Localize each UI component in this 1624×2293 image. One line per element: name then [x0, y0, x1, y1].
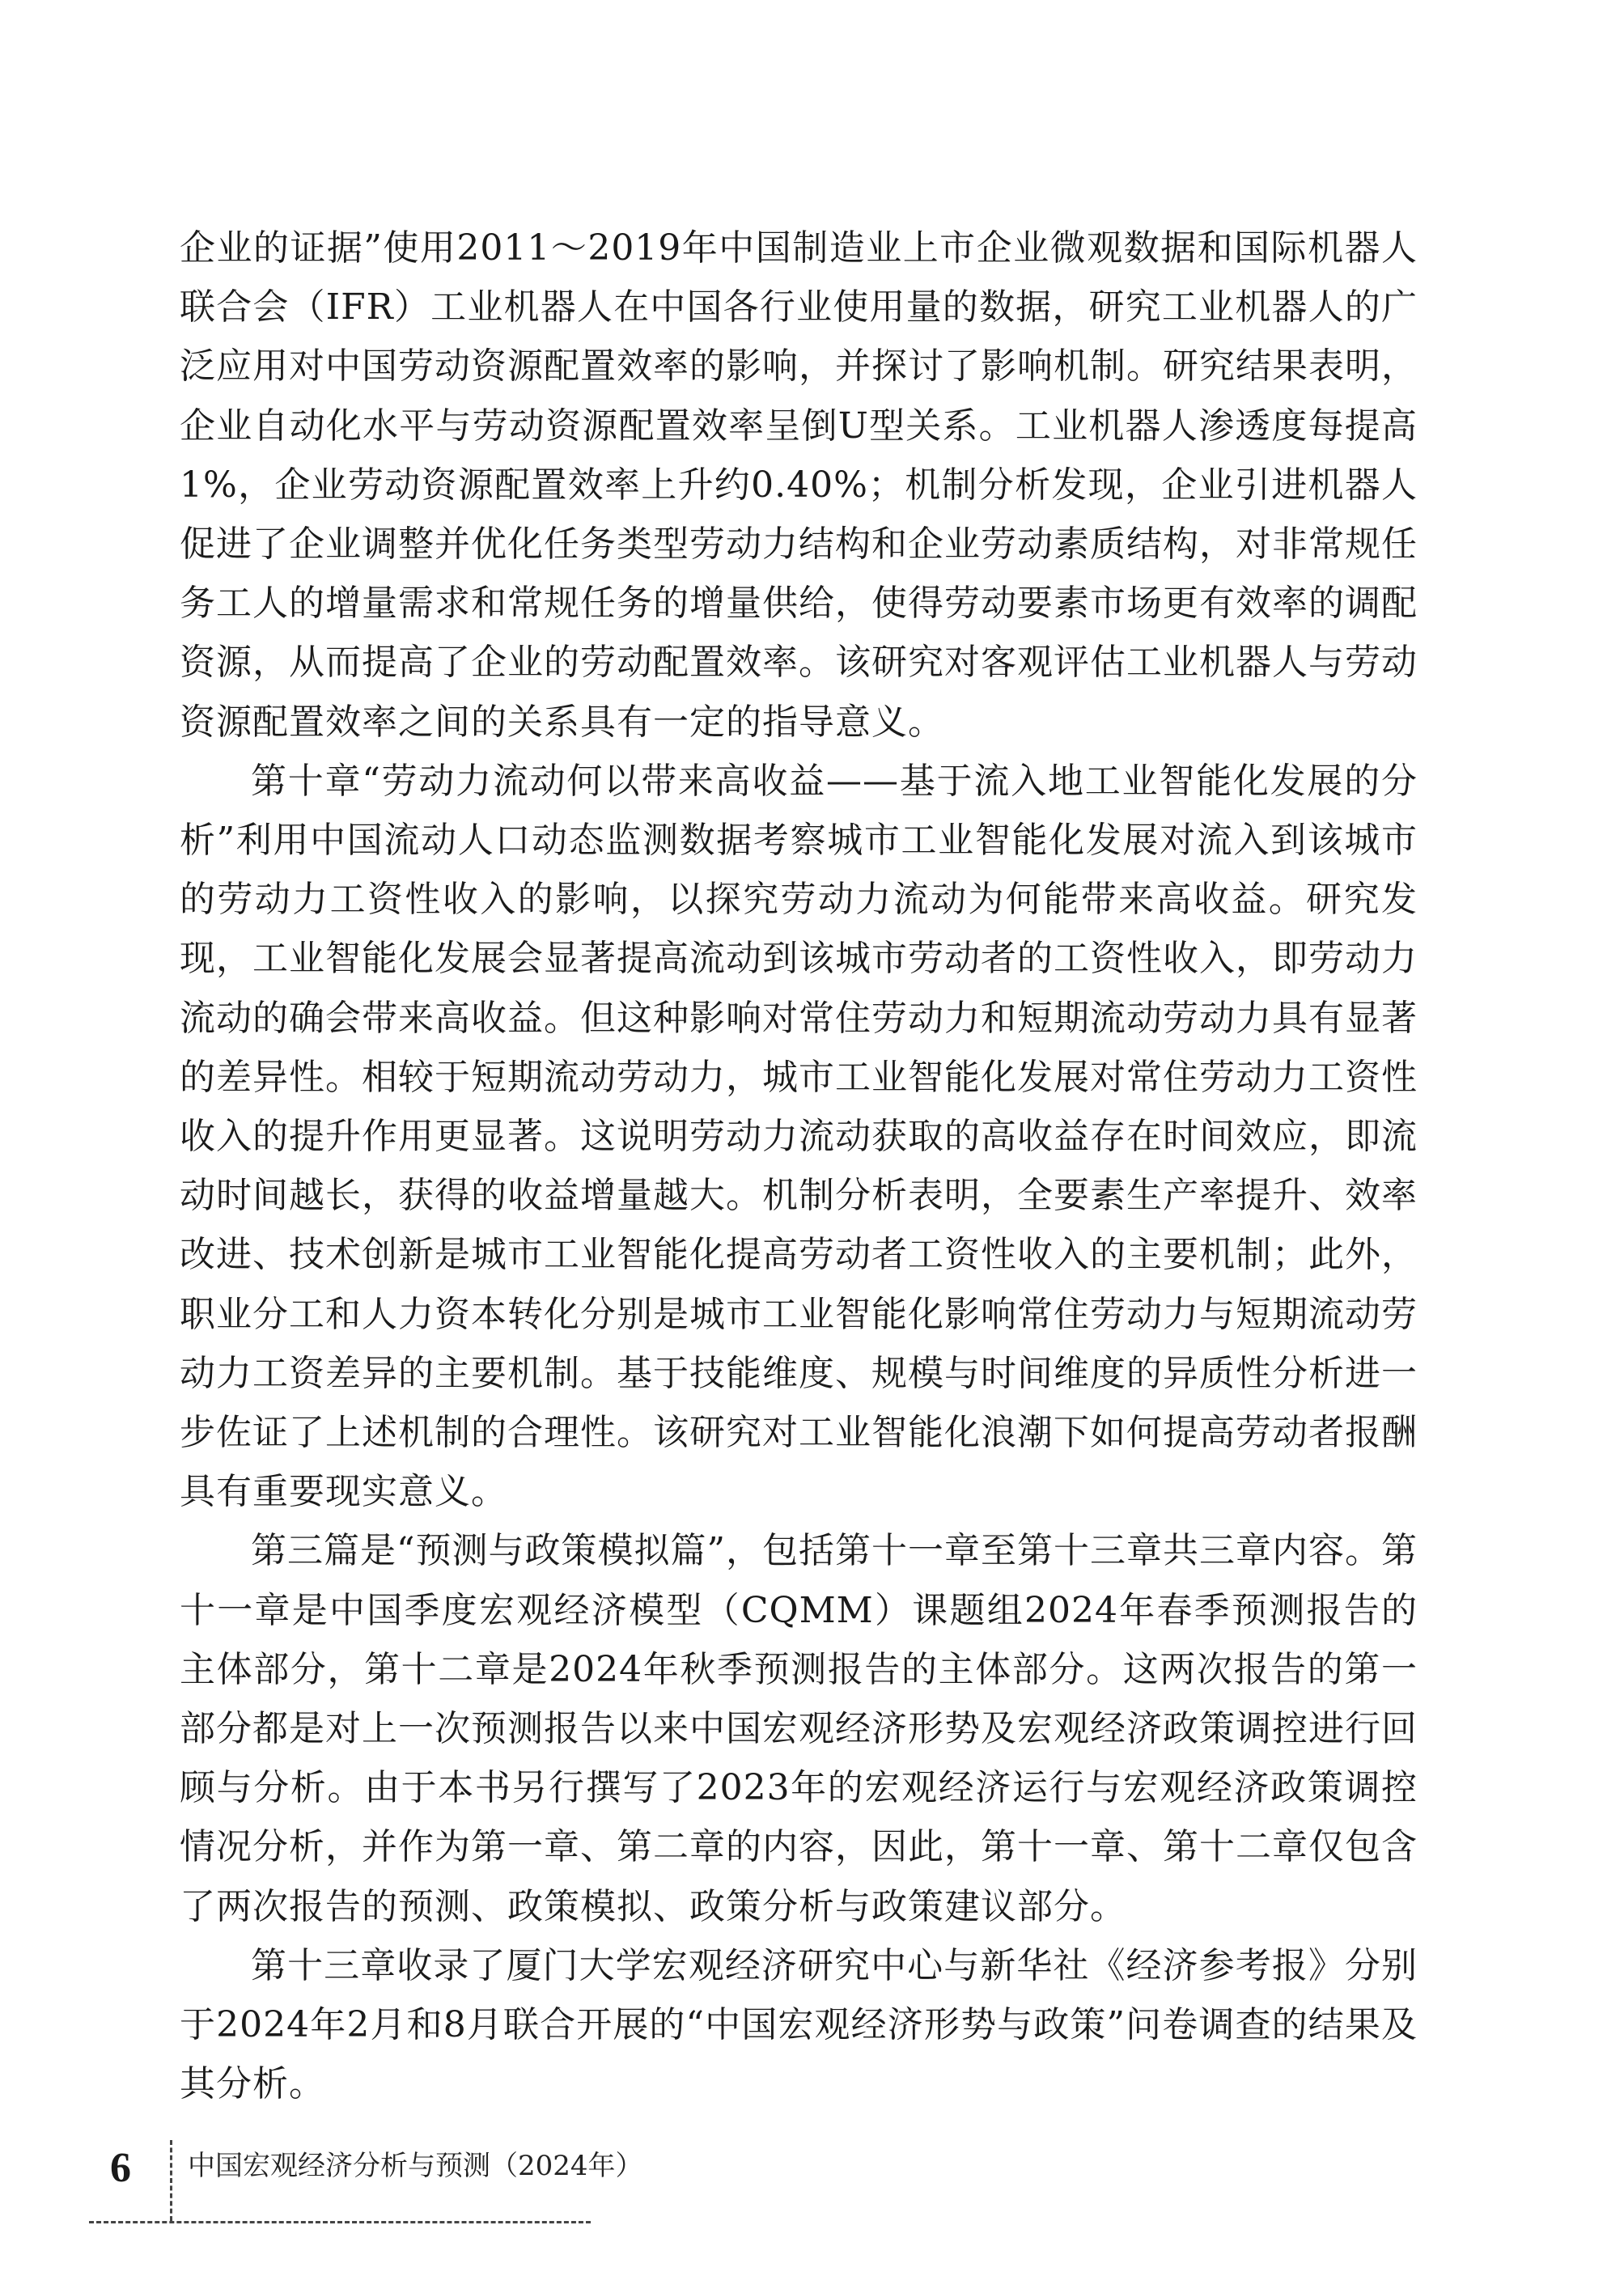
- paragraph: 企业的证据”使用2011～2019年中国制造业上市企业微观数据和国际机器人联合会（IFR）工业机器人在中国各行业使用量的数据，研究工业机器人的广泛应用对中国劳动资源配置效率的影响，并探讨了影响机制。研究结果表明，企业自动化水平与劳动资源配置效率呈倒U型关系。工业机器人渗透度每提高1%，企业劳动资源配置效率上升约0.40%；机制分析发现，企业引进机器人促进了企业调整并优化任务类型劳动力结构和企业劳动素质结构，对非常规任务工人的增量需求和常规任务的增量供给，使得劳动要素市场更有效率的调配资源，从而提高了企业的劳动配置效率。该研究对客观评估工业机器人与劳动资源配置效率之间的关系具有一定的指导意义。: [180, 227, 1418, 743]
- paragraph: 第十三章收录了厦门大学宏观经济研究中心与新华社《经济参考报》分别于2024年2月和8月联合开展的“中国宏观经济形势与政策”问卷调查的结果及其分析。: [180, 1944, 1418, 2105]
- paragraph: 第十章“劳动力流动何以带来高收益——基于流入地工业智能化发展的分析”利用中国流动人口动态监测数据考察城市工业智能化发展对流入到该城市的劳动力工资性收入的影响，以探究劳动力流动为何能带来高收益。研究发现，工业智能化发展会显著提高流动到该城市劳动者的工资性收入，即劳动力流动的确会带来高收益。但这种影响对常住劳动力和短期流动劳动力具有显著的差异性。相较于短期流动劳动力，城市工业智能化发展对常住劳动力工资性收入的提升作用更显著。这说明劳动力流动获取的高收益存在时间效应，即流动时间越长，获得的收益增量越大。机制分析表明，全要素生产率提升、效率改进、技术创新是城市工业智能化提高劳动者工资性收入的主要机制；此外，职业分工和人力资本转化分别是城市工业智能化影响常住劳动力与短期流动劳动力工资差异的主要机制。基于技能维度、规模与时间维度的异质性分析进一步佐证了上述机制的合理性。该研究对工业智能化浪潮下如何提高劳动者报酬具有重要现实意义。: [180, 760, 1418, 1513]
- footer-divider: [170, 2140, 172, 2221]
- running-title: 中国宏观经济分析与预测（2024年）: [188, 2150, 643, 2182]
- footer-rule: [89, 2221, 591, 2223]
- page-number: 6: [110, 2145, 131, 2191]
- paragraph: 第三篇是“预测与政策模拟篇”，包括第十一章至第十三章共三章内容。第十一章是中国季度宏观经济模型（CQMM）课题组2024年春季预测报告的主体部分，第十二章是2024年秋季预测报告的主体部分。这两次报告的第一部分都是对上一次预测报告以来中国宏观经济形势及宏观经济政策调控进行回顾与分析。由于本书另行撰写了2023年的宏观经济运行与宏观经济政策调控情况分析，并作为第一章、第二章的内容，因此，第十一章、第十二章仅包含了两次报告的预测、政策模拟、政策分析与政策建议部分。: [180, 1530, 1418, 1927]
- body-text: [180, 218, 1418, 2114]
